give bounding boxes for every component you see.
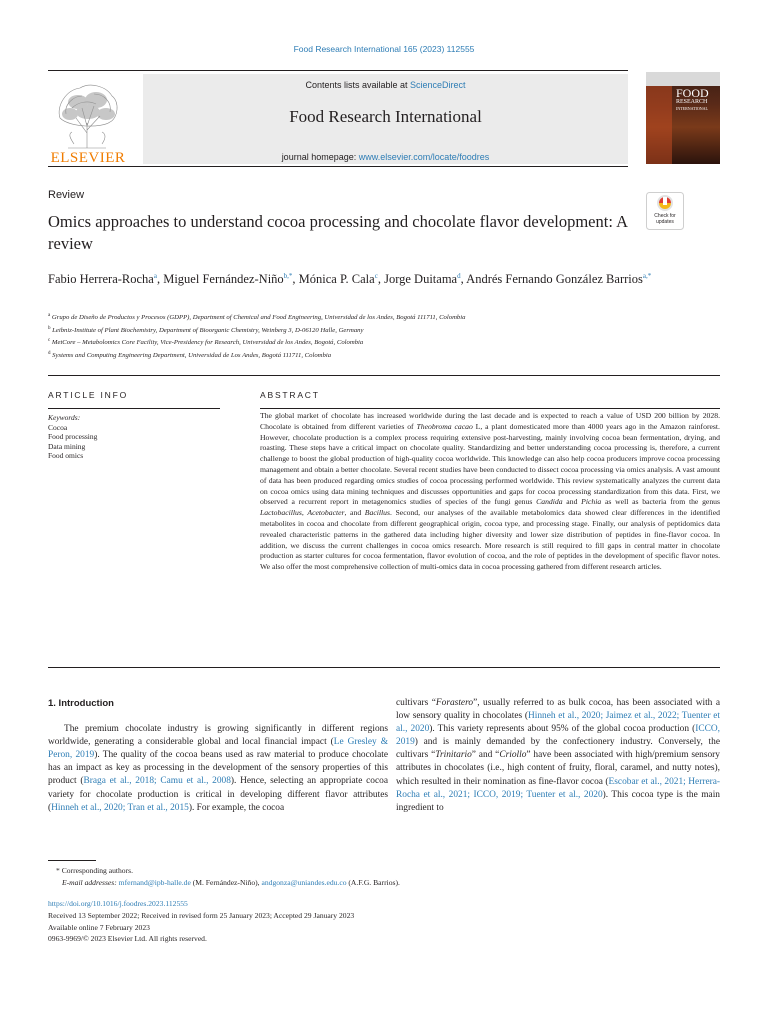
affiliation-key: c: [48, 338, 51, 344]
email-link-1[interactable]: mfernand@ipb-halle.de: [118, 878, 191, 887]
author-name[interactable]: Jorge Duitama: [384, 272, 458, 287]
affiliation-item: $^a$ Grupo de Diseño de Productos y Procesos (GDPP), Department of Chemical and Food Engineering, Universidad de los Andes, Bogotá 111711, Colombia: [48, 313, 466, 322]
check-for-updates-label[interactable]: [646, 213, 684, 225]
section-heading-introduction: 1. Introduction: [48, 698, 114, 709]
header-bottom-rule: [48, 166, 628, 167]
citation-link[interactable]: Hinneh et al., 2020; Jaimez et al., 2022; Tuenter et al., 2020: [396, 711, 720, 735]
journal-title: Food Research International: [289, 107, 482, 126]
keyword-item: Food processing: [48, 432, 98, 441]
author-affiliation-marker[interactable]: b,*: [283, 272, 293, 280]
article-info-rule: [48, 408, 220, 409]
text-run: ” have been associated with high/premium sensory attributes in chocolates (i.e., high content of fruity, floral, caramel, and nutty notes), which resulted in their nomination as fine-flavor cocoa (: [396, 750, 720, 787]
intro-paragraph-1: [48, 723, 388, 815]
author-affiliation-marker[interactable]: a: [153, 272, 157, 280]
text-run: ). The quality of the cocoa beans used as raw material to produce chocolate has an impact as key as processing in the development of the sensory properties of this product (: [48, 750, 388, 787]
affiliation-item: $^d$ Systems and Computing Engineering Department, Universidad de Los Andes, Bogotá 111711, Colombia: [48, 351, 332, 360]
affiliation-key: b: [48, 325, 51, 331]
copyright-line: 0963-9969/© 2023 Elsevier Ltd. All rights reserved.: [48, 934, 207, 944]
citation-link[interactable]: Escobar et al., 2021; Herrera-Rocha et al., 2021; ICCO, 2019; Tuenter et al., 2020: [396, 776, 721, 800]
text-run: ). Hence, selecting an appropriate cocoa variety for chocolate production is critical in developing different flavor attributes (: [48, 776, 389, 813]
author-name[interactable]: Fabio Herrera-Rocha: [48, 272, 154, 287]
text-run: cultivars “: [396, 698, 436, 708]
publication-info: [48, 898, 720, 945]
journal-homepage: [143, 152, 628, 162]
cover-title: [676, 88, 709, 111]
journal-reference[interactable]: Food Research International 165 (2023) 112555: [293, 44, 475, 54]
abstract-rule: [260, 408, 720, 409]
contents-prefix: Contents lists available at: [305, 80, 411, 90]
article-info-heading: ARTICLE INFO: [48, 390, 129, 400]
affiliation-item: $^b$ Leibniz-Institute of Plant Biochemistry, Department of Bioorganic Chemistry, Weinberg 3, D-06120 Halle, Germany: [48, 325, 364, 334]
header-top-rule: [48, 70, 628, 71]
abstract-heading: ABSTRACT: [260, 390, 320, 400]
check-updates-line1: Check for: [654, 213, 676, 219]
text-run: ) and is mainly demanded by the confectionery industry. Conversely, the cultivars “: [396, 737, 720, 761]
article-title: Omics approaches to understand cocoa processing and chocolate flavor development: A review: [48, 212, 628, 253]
cover-title-line3: INTERNATIONAL: [676, 106, 708, 111]
email-line: [48, 877, 720, 889]
text-run: ”, usually referred to as bulk cocoa, has been associated with a low sensory quality in chocolates (: [396, 698, 720, 722]
check-updates-line2: updates: [656, 219, 674, 225]
author-list: Fabio Herrera-Rocha$^a$, Miguel Fernández-Niño$^{b,*}$, Mónica P. Cala$^c$, Jorge Duitama$^d$, Andrés Fernando González Barrios$^{a,*}$: [48, 272, 652, 287]
available-online: Available online 7 February 2023: [48, 922, 150, 932]
cover-top-band: [646, 72, 720, 86]
cover-stripe: [646, 86, 672, 164]
email-link-2[interactable]: andgonza@uniandes.edu.co: [261, 878, 347, 887]
affiliation-list: [48, 311, 720, 362]
author-name[interactable]: Miguel Fernández-Niño: [163, 272, 284, 287]
keyword-item: Data mining: [48, 441, 86, 451]
keywords-title: Keywords:: [48, 413, 81, 422]
text-run: ). For example, the cocoa: [188, 802, 285, 813]
text-run: ). This cocoa type is the main ingredient to: [396, 789, 720, 813]
cultivar-name: Trinitario: [435, 750, 472, 761]
cultivar-name: Forastero: [435, 698, 474, 708]
sciencedirect-link[interactable]: ScienceDirect: [410, 80, 466, 90]
contents-availability: [143, 80, 628, 90]
intro-paragraph-1-continued: [396, 697, 720, 815]
abstract-divider: [48, 667, 720, 668]
affiliation-divider: [48, 375, 720, 376]
journal-cover-image[interactable]: [646, 72, 720, 164]
cultivar-name: Criollo: [499, 750, 527, 761]
footnotes: [48, 865, 720, 889]
citation-link[interactable]: ICCO, 2019: [396, 724, 720, 748]
keywords-list: [48, 423, 220, 461]
citation-link[interactable]: Hinneh et al., 2020; Tran et al., 2015: [51, 802, 189, 813]
author-affiliation-marker[interactable]: c: [374, 272, 378, 280]
author-name[interactable]: Andrés Fernando González Barrios: [466, 272, 643, 287]
affiliation-item: $^c$ MetCore – Metabolomics Core Facility, Vice-Presidency for Research, Universidad de los Andes, Bogotá, Colombia: [48, 338, 364, 347]
email-name-1: (M. Fernández-Niño),: [190, 878, 262, 887]
affiliation-key: a: [48, 313, 51, 318]
body-column-right: [396, 697, 720, 815]
text-run: The premium chocolate industry is growing significantly in different regions worldwide, generating a considerable global and local financial impact (: [48, 724, 388, 748]
keyword-item: Cocoa: [48, 422, 68, 432]
article-type: Review: [48, 189, 85, 201]
doi-link[interactable]: https://doi.org/10.1016/j.foodres.2023.112555: [48, 899, 188, 908]
email-label: E-mail addresses:: [62, 878, 117, 887]
homepage-link[interactable]: www.elsevier.com/locate/foodres: [358, 152, 490, 162]
body-column-left: [48, 697, 388, 815]
author-name[interactable]: Mónica P. Cala: [298, 272, 375, 287]
citation-link[interactable]: Le Gresley & Peron, 2019: [48, 737, 388, 761]
text-run: ” and “: [471, 750, 500, 761]
affiliation-key: d: [48, 351, 51, 357]
email-name-2: (A.F.G. Barrios).: [346, 878, 400, 887]
received-dates: Received 13 September 2022; Received in revised form 25 January 2023; Accepted 29 January 2023: [48, 910, 355, 920]
cover-title-line2: RESEARCH: [676, 99, 708, 105]
citation-link[interactable]: Braga et al., 2018; Camu et al., 2008: [83, 776, 231, 787]
homepage-prefix: journal homepage:: [281, 152, 359, 162]
keyword-item: Food omics: [48, 451, 84, 460]
cover-title-line1: FOOD: [676, 86, 709, 100]
abstract-text: The global market of chocolate has increased worldwide during the last decade and is expected to reach a value of USD 200 billion by 2028. Chocolate is obtained from different varieties of Theobroma cacao L, a plant domesticated more than 4000 years ago in the Amazon rainforest. However, chocolate production is a complex process requiring extensive post-harvesting, mainly involving cocoa bean fermentation, drying, and roasting. These steps have a critical impact on chocolate quality. Standardizing and better understanding cocoa processing is, therefore, a current challenge to boost the global production of high-quality cocoa worldwide. This knowledge can also help cocoa producers improve cocoa processing management and obtain a better chocolate. Several recent studies have been conducted to dissect cocoa processing via omics analysis. A vast amount of data has been produced regarding omics studies of cocoa processing performed worldwide. This review systematically analyzes the current data on cocoa omics using data mining techniques and discusses opportunities and gaps for cocoa processing standardization from this data. First, we observed a recurrent report in metagenomics studies of species of the fungi genus Candida and Pichia as well as bacteria from the genus Lactobacillus, Acetobacter, and Bacillus. Second, our analyses of the available metabolomics data showed clear differences in the identified metabolites in cocoa and chocolate from different geographical origin, cocoa type, and processing stage. Finally, our analysis of peptidomics data revealed characteristic patterns in the gathered data including higher diversity and lower size distribution of peptides in fine-flavor cocoa. In addition, we discuss the current challenges in cocoa omics research. More research is still required to fill gaps in central matter in chocolate production as starter cultures for cocoa fermentation, flavor evolution of cocoa, and the role of peptides in the development of specific flavor notes. We also offer the most comprehensive collection of multi-omics data in cocoa processing gathered from different research articles.: [260, 411, 721, 572]
author-affiliation-marker[interactable]: a,*: [642, 272, 652, 280]
publisher-wordmark: ELSEVIER: [50, 150, 126, 166]
corresponding-note: * Corresponding authors.: [56, 866, 133, 875]
author-affiliation-marker[interactable]: d: [457, 272, 461, 280]
text-run: ). This variety represents about 95% of the global cocoa production (: [429, 724, 696, 735]
keywords-block: [48, 413, 220, 461]
footnote-rule: [48, 860, 96, 861]
